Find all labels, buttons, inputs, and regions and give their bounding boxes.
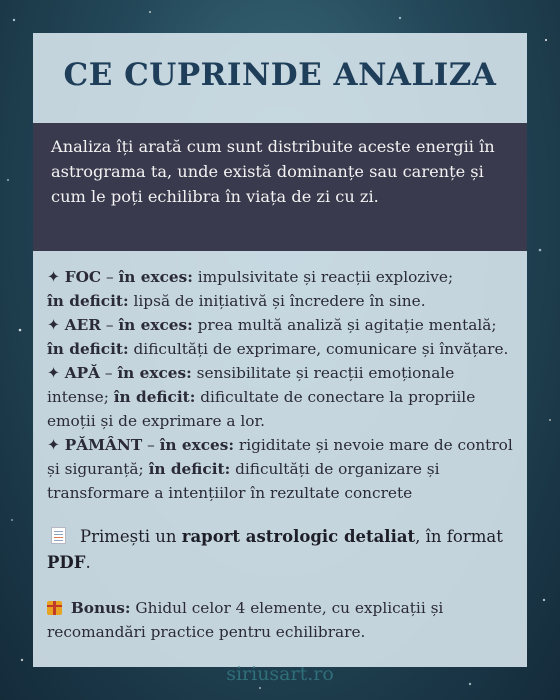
excess-label: în exces:: [118, 268, 193, 286]
sparkle-icon: ✦: [47, 364, 60, 382]
report-format: PDF: [47, 553, 86, 572]
element-name: FOC: [64, 268, 102, 286]
deficit-label: în deficit:: [47, 340, 129, 358]
deficit-label: în deficit:: [148, 460, 231, 478]
element-item-apa: ✦ APĂ – în exces: sensibilitate și reacții emoționale intense; în deficit: dificultate de conectare la propriile emoții și de exprimare a lor.: [47, 364, 476, 430]
sparkle-icon: ✦: [47, 316, 60, 334]
excess-label: în exces:: [118, 316, 193, 334]
bonus-text: Ghidul celor 4 elemente, cu explicații și recomandări practice pentru echilibrare.: [47, 599, 444, 641]
excess-text: sensibilitate și reacții emoționale intense;: [47, 364, 455, 406]
intro-text: Analiza îți arată cum sunt distribuite aceste energii în astrograma ta, unde există dominanțe sau carențe și cum le poți echilibra în viața de zi cu zi.: [51, 137, 495, 206]
info-card: [33, 33, 527, 685]
sparkle-icon: ✦: [47, 436, 60, 454]
excess-text: rigiditate și nevoie mare de control și siguranță;: [47, 436, 513, 478]
website-link[interactable]: siriusart.ro: [226, 663, 334, 685]
deficit-text: dificultate de conectare la propriile emoții și de exprimare a lor.: [47, 388, 476, 430]
report-mid: , în format: [415, 527, 503, 546]
report-prefix: Primești un: [80, 527, 182, 546]
report-note: [47, 524, 517, 576]
element-name: APĂ: [64, 364, 100, 382]
elements-list: [47, 265, 519, 505]
excess-label: în exces:: [159, 436, 235, 454]
gift-icon: [47, 601, 62, 615]
element-item-pamant: ✦ PĂMÂNT – în exces: rigiditate și nevoie mare de control și siguranță; în deficit: dificultăți de organizare și transformare a intențiilor în rezultate concrete: [47, 436, 513, 502]
deficit-text: dificultăți de organizare și transformare a intențiilor în rezultate concrete: [47, 460, 440, 502]
element-item-aer: ✦ AER – în exces: prea multă analiză și agitație mentală; în deficit: dificultăți de exprimare, comunicare și învățare.: [47, 316, 509, 358]
report-highlight: raport astrologic detaliat: [181, 527, 416, 546]
element-name: AER: [64, 316, 101, 334]
intro-band: [33, 123, 527, 251]
element-name: PĂMÂNT: [64, 436, 143, 454]
page-title: CE CUPRINDE ANALIZA: [63, 57, 497, 93]
excess-label: în exces:: [117, 364, 192, 382]
deficit-text: lipsă de inițiativă și încredere în sine.: [128, 292, 426, 310]
deficit-label: în deficit:: [113, 388, 196, 406]
excess-text: prea multă analiză și agitație mentală;: [192, 316, 497, 334]
sparkle-icon: ✦: [47, 268, 60, 286]
excess-text: impulsivitate și reacții explozive;: [192, 268, 454, 286]
deficit-text: dificultăți de exprimare, comunicare și învățare.: [128, 340, 509, 358]
document-icon: [51, 527, 66, 544]
deficit-label: în deficit:: [47, 292, 129, 310]
bonus-label: Bonus:: [70, 599, 131, 617]
report-suffix: .: [85, 553, 91, 572]
bonus-note: [47, 596, 517, 644]
element-item-foc: ✦ FOC – în exces: impulsivitate și reacții explozive; în deficit: lipsă de inițiativă și încredere în sine.: [47, 268, 454, 310]
